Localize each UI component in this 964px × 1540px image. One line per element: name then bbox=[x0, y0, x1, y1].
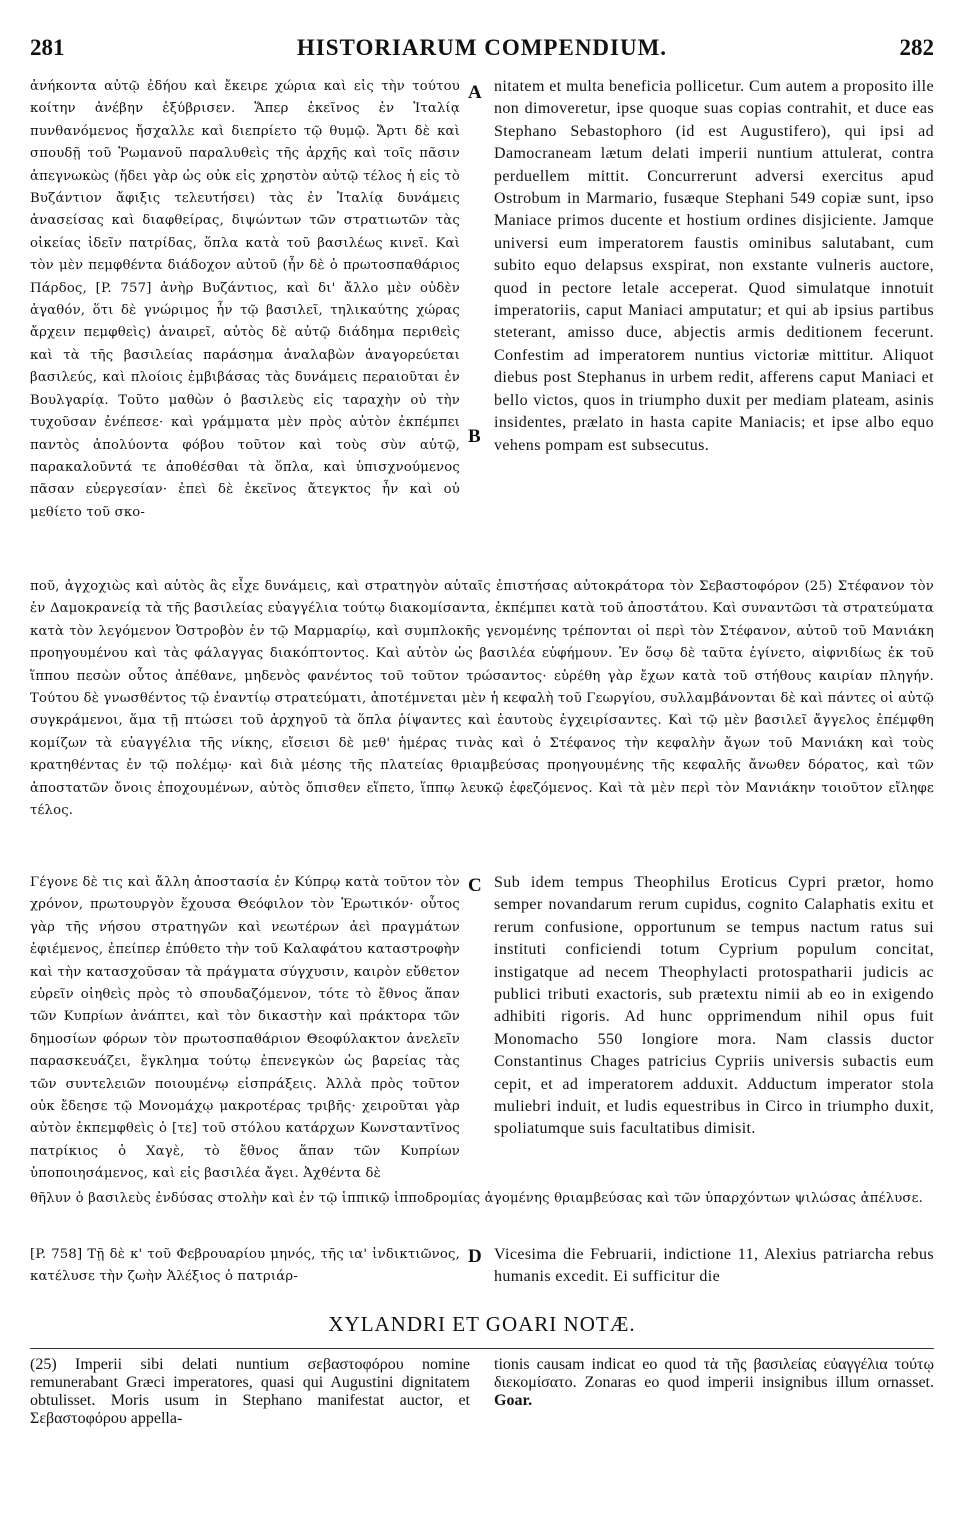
greek-column-section-2: Γέγονε δὲ τις καὶ ἄλλη ἀποστασία ἐν Κύπρῳ κατὰ τοῦτον τὸν χρόνον, πρωτουργὸν ἔχουσα Θεόφιλον τὸν Ἐρωτικόν· οὗτος γὰρ τῆς νήσου στρατηγῶν καὶ νεωτέρων ἀεὶ πραγμάτων ἐφιέμενος, ἐπείπερ ἐπύθετο τὴν τοῦ Καλαφάτου καταστροφὴν καὶ τὴν κατασχοῦσαν τὰ πράγματα σύγχυσιν, καιρὸν εὔθετον εὑρεῖν οἰηθεὶς πρὸς τὸ σπουδαζόμενον, τότε τὸ ἔθνος ἅπαν τῶν Κυπρίων ἀνάπτει, καὶ τὸν δικαστὴν καὶ πράκτορα τῶν δημοσίων φόρων τὸν πρωτοσπαθάριον Θεοφύλακτον ἀνελεῖν παρασκευάζει, ἔγκλημα τούτῳ ἐπενεγκὼν ὡς βαρείας τὰς τῶν συντελειῶν ποιουμένῳ εἰσπράξεις. Ἀλλὰ πρὸς τοῦτον οὐκ ἔδεησε τῷ Μονομάχῳ μακροτέρας τριβῆς· χειροῦται γὰρ αὐτὸν ἐκπεμφθεὶς ὁ [τε] τοῦ στόλου κατάρχων Κωνσταντῖνος πατρίκιος ὁ Χαγὲ, τὸ ἔθνος ἅπαν τῶν Κυπρίων ὑποποιησάμενος, καὶ εἰς βασιλέα ἄγει. Ἀχθέντα δὲ bbox=[30, 875, 460, 1180]
greek-column-section-3: [P. 758] Τῇ δὲ κ' τοῦ Φεβρουαρίου μηνός, τῆς ια' ἰνδικτιῶνος, κατέλυσε τὴν ζωὴν Ἀλέξιος ὁ πατριάρ- bbox=[30, 1247, 460, 1285]
footnote-right bbox=[494, 1356, 934, 1456]
running-header bbox=[30, 35, 934, 71]
latin-column-section-1: nitatem et multa beneficia pollicetur. Cum autem a proposito ille non dimoveretur, ipse quoque suas copias contrahit, et duce eas Stephano Sebastophoro (id est Augustifero), qui ipsi ad Damocraneam lætum delati imperii nuntium attulerat, contra perduellem mittit. Concurrerunt adversi exercitus apud Ostrobum in Marmario, fusæque Stephani 549 copiæ sunt, ipso Maniace primos ducente et hostium ordines disjiciente. Jamque universi eum imperatorem faustis ominibus salutabant, cum subito equo delapsus exspirat, non exstante vulneris auctore, quod in pectore letale acceperat. Quod simulatque innotuit imperatoriis, caput Maniaci amputatur; et qui ab ipsius partibus steterant, amisso duce, abjectis armis deditionem fecerunt. Confestim ad imperatorem nuntius victoriæ mittitur. Aliquot diebus post Stephanus in urbem redit, afferens caput Maniaci et bello victos, quos in triumpho duxit per mediam plateam, asinis insidentes, prælato in hasta capite Maniacis; et ipse albo equo vehens pompam est subsecutus. bbox=[494, 78, 934, 454]
page-number-left: 281 bbox=[30, 35, 65, 60]
greek-column-section-1: ἀνήκοντα αὐτῷ ἐδήου καὶ ἔκειρε χώρια καὶ εἰς τὴν τούτου κοίτην ἀνέβην ἐξύβρισεν. Ἅπερ ἐκεῖνος ἐν Ἰταλίᾳ πυνθανόμενος ἤσχαλλε καὶ διεπρίετο τῷ θυμῷ. Ἄρτι δὲ καὶ σπουδῇ τοῦ Ῥωμανοῦ παραλυθεὶς τῆς ἀρχῆς καὶ τοῖς πᾶσιν ἀπεγνωκὼς (ἤδει γὰρ ὡς οὐκ εἰς χρηστὸν αὐτῷ τέλος ἡ εἰς τὸ Βυζάντιον ἄφιξις τελευτήσει) τὰς ἐν Ἰταλίᾳ δυνάμεις ἀνασείσας καὶ διαφθείρας, διψώντων τῶν στρατιωτῶν τὰς οἰκείας ἰδεῖν πατρίδας, ὅπλα κατὰ τοῦ βασιλέως κινεῖ. Καὶ τὸν μὲν πεμφθέντα διάδοχον αὐτοῦ (ἦν δὲ ὁ πρωτοσπαθάριος Πάρδος, [P. 757] ἀνὴρ Βυζάντιος, καὶ δι' ἄλλο μὲν οὐδὲν ἀγαθόν, ὅτι δὲ γνώριμος ἦν τῷ βασιλεῖ, τηλικαύτης χώρας ἄρχειν πεμφθεὶς) ἀναιρεῖ, αὐτὸς δὲ αὐτῷ διάδημα περιθεὶς καὶ τὰ τῆς βασιλείας παράσημα ἀναλαβὼν ἀναγορεύεται βασιλεύς, καὶ πλοίοις ἐμβιβάσας τὰς δυνάμεις περαιοῦται ἐν Βουλγαρίᾳ. Τοῦτο μαθὼν ὁ βασιλεὺς εἰς ταραχὴν οὐ τὴν τυχοῦσαν ἐνέπεσε· καὶ γράμματα μὲν πρὸς αὐτὸν ἐκπέμπει παντὸς ἀπολύοντα φόβου τοῦτον καὶ τοὺς σὺν αὐτῷ, παρακαλοῦντά τε ἀποθέσθαι τὰ ὅπλα, καὶ ὑπισχνούμενος πᾶσαν εὐεργεσίαν· ἐπεὶ δὲ ἐκεῖνος ἄτεγκτος ἦν καὶ οὐ μεθίετο τοῦ σκο- bbox=[30, 79, 460, 520]
greek-full-width-continuation: ποῦ, ἀγχοχιὼς καὶ αὐτὸς ἃς εἶχε δυνάμεις, καὶ στρατηγὸν αὐταῖς ἐπιστήσας αὐτοκράτορα τὸν Σεβαστοφόρον (25) Στέφανον τὸν ἐν Δαμοκρανείᾳ τὰ τῆς βασιλείας εὐαγγέλια τούτῳ διακομίσαντα, ἐκπέμπει κατὰ τοῦ ἀποστάτου. Καὶ συναντῶσι τὰ στρατεύματα κατὰ τὸν λεγόμενον Ὀστροβὸν ἐν τῷ Μαρμαρίῳ, καὶ συμπλοκῆς γενομένης τρέπονται οἱ περὶ τὸν Στέφανον, αὐτοῦ τοῦ Μανιάκη προηγουμένου καὶ τὰς φάλαγγας διακόπτοντος. Καὶ αὐτὸν ὡς βασιλέα εὐφήμουν. Ἐν ὅσῳ δὲ ταῦτα ἐγίνετο, αἰφνιδίως ἐκ τοῦ ἵππου πεσὼν οὗτος ἀπέθανε, μηδενὸς φανέντος τοῦ τοῦτον τρώσαντος· εὑρέθη γὰρ ἔχων κατὰ τοῦ στήθους καιρίαν πληγήν. Τούτου δὲ γνωσθέντος τῷ ἐναντίῳ στρατεύματι, ἀποτέμνεται μὲν ἡ κεφαλὴ τοῦ Γεωργίου, συλλαμβάνονται δὲ καὶ πάντες οἱ αὐτῷ συγκράμενοι, ἅμα τῇ πτώσει τοῦ ἀρχηγοῦ τὰ ὅπλα ῥίψαντες καὶ ἑαυτοὺς ἐγχειρίσαντες. Καὶ τῷ μὲν βασιλεῖ ἄγγελος ἐπέμφθη κομίζων τὰ εὐαγγέλια τῆς νίκης, εἴσεισι δὲ μεθ' ἡμέρας τινὰς καὶ ὁ Στέφανος τὴν κεφαλὴν ἄγων τοῦ Μανιάκη καὶ τοὺς κρατηθέντας ἐν τῷ πολέμῳ· καὶ διὰ μέσης τῆς πλατείας θριαμβεύσας προηγουμένης τῆς κεφαλῆς ἄνωθεν δόρατος, καὶ τῶν ἀποστατῶν ὄνοις ἐποχουμένων, αὐτὸς ὄπισθεν εἵπετο, ἵππῳ λευκῷ ἐφεζόμενος. Καὶ τὰ μὲν περὶ τὸν Μανιάκην τοιοῦτον εἴληφε τέλος. bbox=[30, 579, 934, 819]
running-title: HISTORIARUM COMPENDIUM. bbox=[296, 35, 668, 60]
footnote-author: Goar. bbox=[494, 1392, 533, 1409]
margin-marker-c: C bbox=[468, 875, 482, 896]
margin-marker-b: B bbox=[468, 426, 481, 447]
footnote-right-text: tionis causam indicat eo quod τὰ τῆς βασιλείας εὐαγγέλια τούτῳ διεκομίσατο. Zonaras eo quod imperii insignibus illum ornasset. bbox=[494, 1356, 934, 1391]
notes-heading: XYLANDRI ET GOARI NOTÆ. bbox=[328, 1312, 636, 1336]
margin-marker-a: A bbox=[468, 82, 482, 103]
footnote-left: (25) Imperii sibi delati nuntium σεβαστοφόρου nomine remunerabant Græci imperatores, quasi qui Augustini dignitatem obtulisset. Moris usum in Stephano manifestat auctor, et Σεβαστοφόρου appella- bbox=[30, 1356, 470, 1427]
notes-divider bbox=[30, 1348, 934, 1349]
latin-column-section-2: Sub idem tempus Theophilus Eroticus Cypri prætor, homo semper novandarum rerum cupidus, cognito Calaphatis exitu et rerum confusione, opportunum se tempus nactum ratus sui instituti conficiendi totum Cyprium populum concitat, instigatque ad necem Theophylacti protospatharii judicis ac publici tributi exactoris, sub prætextu nimii ab eo in exigendo adhibiti rigoris. Ad hunc opprimendum nihil opus fuit Monomacho 550 longiore mora. Nam classis ductor Constantinus Chages patricius Cypriis universis subactis eum cepit, et ad imperatorem adduxit. Adductum imperator stola muliebri induit, et ludis equestribus in Circo in triumpho duxit, spoliatumque suis facultatibus dimisit. bbox=[494, 874, 934, 1138]
latin-column-section-3: Vicesima die Februarii, indictione 11, Alexius patriarcha rebus humanis excedit. Ei sufficitur die bbox=[494, 1246, 934, 1286]
margin-marker-d: D bbox=[468, 1246, 482, 1267]
greek-full-width-line: θῆλυν ὁ βασιλεὺς ἐνδύσας στολὴν καὶ ἐν τῷ ἱππικῷ ἱπποδρομίας ἀγομένης θριαμβεύσας καὶ τῶν ὑπαρχόντων ψιλώσας ἀπέλυσε. bbox=[30, 1191, 924, 1206]
page-number-right: 282 bbox=[899, 35, 934, 60]
